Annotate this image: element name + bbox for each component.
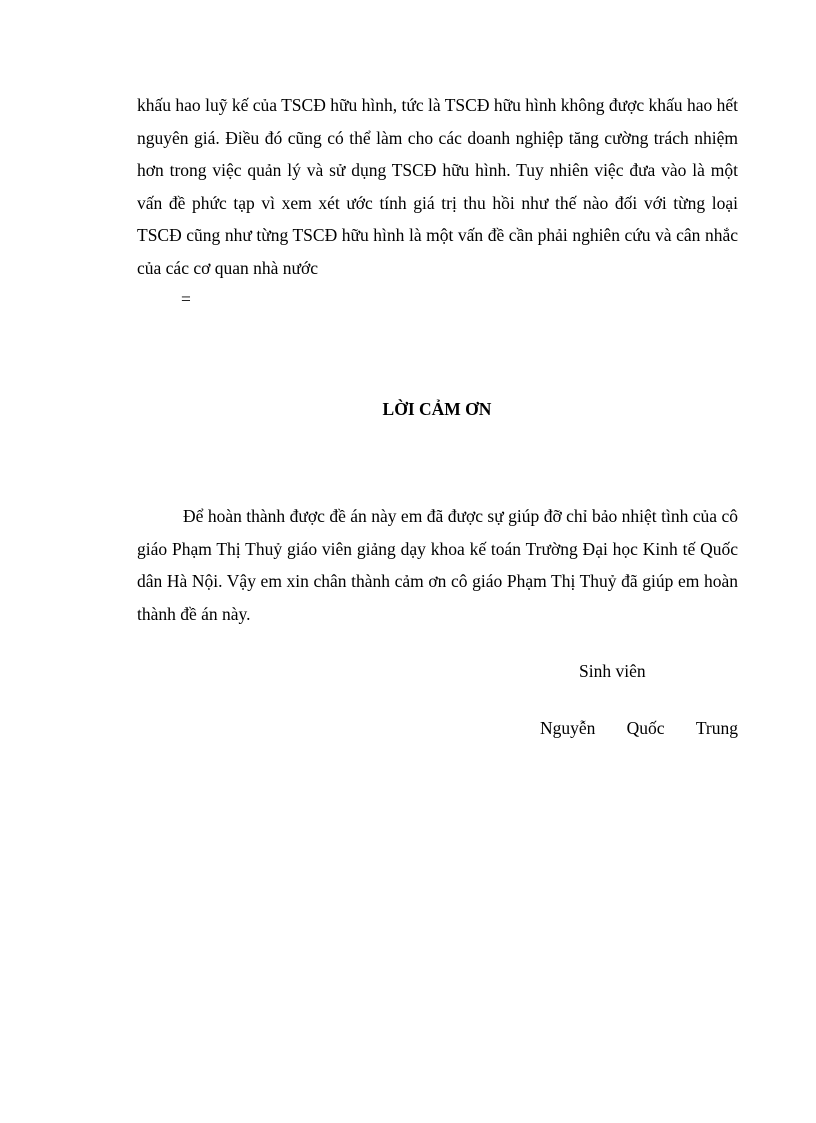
signer-name [540, 714, 738, 742]
acknowledgement-heading: LỜI CẢM ƠN [382, 399, 492, 419]
signer-name-word: Nguyễn [540, 718, 596, 738]
signer-name-word: Trung [695, 718, 738, 738]
stray-equals-mark: = [181, 289, 191, 309]
acknowledgement-paragraph: Để hoàn thành được đề án này em đã được sự giúp đỡ chỉ bảo nhiệt tình của cô giáo Phạm Thị Thuỷ giáo viên giảng dạy khoa kế toán Trường Đại học Kinh tế Quốc dân Hà Nội. Vậy em xin chân thành cảm ơn cô giáo Phạm Thị Thuỷ đã giúp em hoàn thành đề án này. [137, 506, 738, 624]
signer-name-word: Quốc [626, 718, 665, 738]
signer-role: Sinh viên [579, 661, 646, 681]
body-paragraph-continued: khấu hao luỹ kế của TSCĐ hữu hình, tức là TSCĐ hữu hình không được khấu hao hết nguyên giá. Điều đó cũng có thể làm cho các doanh nghiệp tăng cường trách nhiệm hơn trong việc quản lý và sử dụng TSCĐ hữu hình. Tuy nhiên việc đưa vào là một vấn đề phức tạp vì xem xét ước tính giá trị thu hồi như thế nào đối với từng loại TSCĐ cũng như từng TSCĐ hữu hình là một vấn đề cần phải nghiên cứu và cân nhắc của các cơ quan nhà nước [137, 95, 738, 278]
